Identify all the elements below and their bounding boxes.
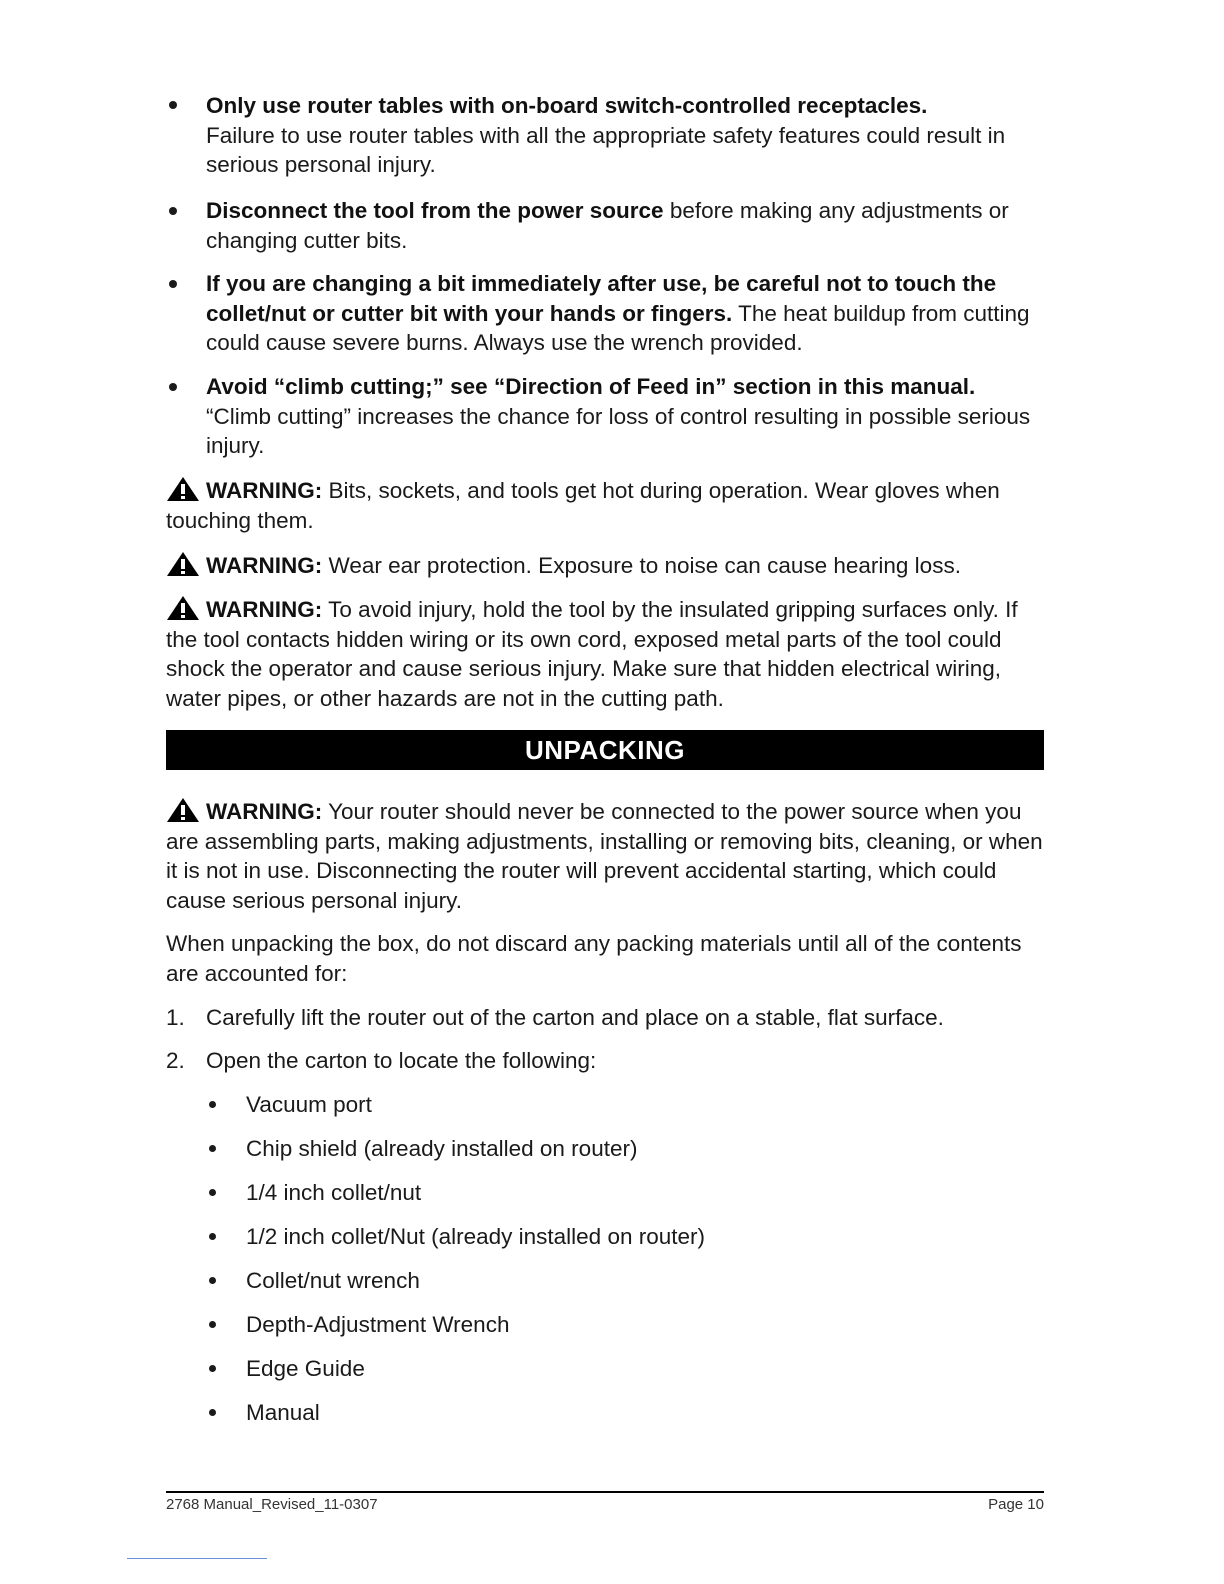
warning-ear-protection <box>166 551 1046 581</box>
step-text: Open the carton to locate the following: <box>206 1048 597 1073</box>
safety-bullet-3 <box>206 269 1046 358</box>
warning-text: Your router should never be connected to the power source when you are assembling parts, making adjustments, installing or removing bits, cleaning, or when it is not in use. Disconnecting the router will prevent accidental starting, which could cause serious personal injury. <box>166 799 1043 913</box>
bullet-dot <box>169 207 177 215</box>
contents-item: Manual <box>246 1400 320 1425</box>
warning-label: WARNING: <box>206 799 323 824</box>
warning-text: Bits, sockets, and tools get hot during operation. Wear gloves when touching them. <box>166 478 1000 533</box>
scan-edge-mark <box>127 1558 267 1559</box>
bullet-dot <box>169 383 177 391</box>
list-bullet <box>209 1277 216 1284</box>
warning-label: WARNING: <box>206 553 323 578</box>
contents-item: Depth-Adjustment Wrench <box>246 1312 510 1337</box>
bullet-bold: If you are changing a bit immediately after use, be careful not to touch the collet/nut or cutter bit with your hands or fingers. <box>206 271 997 326</box>
warning-unpacking <box>166 797 1046 915</box>
contents-item: 1/4 inch collet/nut <box>246 1180 422 1205</box>
warning-triangle-icon <box>166 797 200 823</box>
warning-triangle-icon <box>166 551 200 577</box>
safety-bullet-2 <box>206 196 1046 255</box>
step-text: Carefully lift the router out of the carton and place on a stable, flat surface. <box>206 1005 944 1030</box>
bullet-dot <box>169 280 177 288</box>
warning-hot-tools <box>166 476 1046 535</box>
section-header-unpacking: UNPACKING <box>166 730 1044 770</box>
step-number: 2. <box>166 1048 185 1073</box>
warning-text: Wear ear protection. Exposure to noise can cause hearing loss. <box>322 553 961 578</box>
bullet-text: The heat buildup from cutting could cause severe burns. Always use the wrench provided. <box>206 300 1030 355</box>
list-bullet <box>209 1101 216 1108</box>
warning-triangle-icon <box>166 595 200 621</box>
warning-text: To avoid injury, hold the tool by the insulated gripping surfaces only. If the tool contacts hidden wiring or its own cord, exposed metal parts of the tool could shock the operator and cause serious injury. Make sure that hidden electrical wiring, water pipes, or other hazards are not in the cutting path. <box>166 597 1018 711</box>
contents-item: Vacuum port <box>246 1092 372 1117</box>
bullet-dot <box>169 101 177 109</box>
contents-item: Edge Guide <box>246 1356 365 1381</box>
contents-item: Chip shield (already installed on router) <box>246 1136 638 1161</box>
bullet-bold: Disconnect the tool from the power source <box>206 198 664 223</box>
warning-triangle-icon <box>166 476 200 502</box>
footer-doc-id: 2768 Manual_Revised_11-0307 <box>166 1496 378 1513</box>
list-bullet <box>209 1145 216 1152</box>
list-bullet <box>209 1189 216 1196</box>
list-bullet <box>209 1321 216 1328</box>
safety-bullet-1 <box>206 91 1046 180</box>
safety-bullet-4 <box>206 372 1046 461</box>
step-number: 1. <box>166 1005 185 1030</box>
contents-item: 1/2 inch collet/Nut (already installed on router) <box>246 1224 705 1249</box>
list-bullet <box>209 1233 216 1240</box>
bullet-text: before making any adjustments or changing cutter bits. <box>206 198 1009 253</box>
list-bullet <box>209 1409 216 1416</box>
bullet-text: “Climb cutting” increases the chance for loss of control resulting in possible serious injury. <box>206 403 1031 458</box>
contents-item: Collet/nut wrench <box>246 1268 420 1293</box>
list-bullet <box>209 1365 216 1372</box>
footer-rule <box>166 1491 1044 1493</box>
warning-label: WARNING: <box>206 597 323 622</box>
bullet-bold: Only use router tables with on-board switch-controlled receptacles. <box>206 93 928 118</box>
warning-insulated-grip <box>166 595 1046 713</box>
bullet-bold: Avoid “climb cutting;” see “Direction of Feed in” section in this manual. <box>206 374 976 399</box>
unpacking-intro: When unpacking the box, do not discard any packing materials until all of the contents are accounted for: <box>166 931 1022 986</box>
bullet-text: Failure to use router tables with all the appropriate safety features could result in serious personal injury. <box>206 122 1006 177</box>
footer-page-number: Page 10 <box>988 1496 1044 1513</box>
warning-label: WARNING: <box>206 478 323 503</box>
